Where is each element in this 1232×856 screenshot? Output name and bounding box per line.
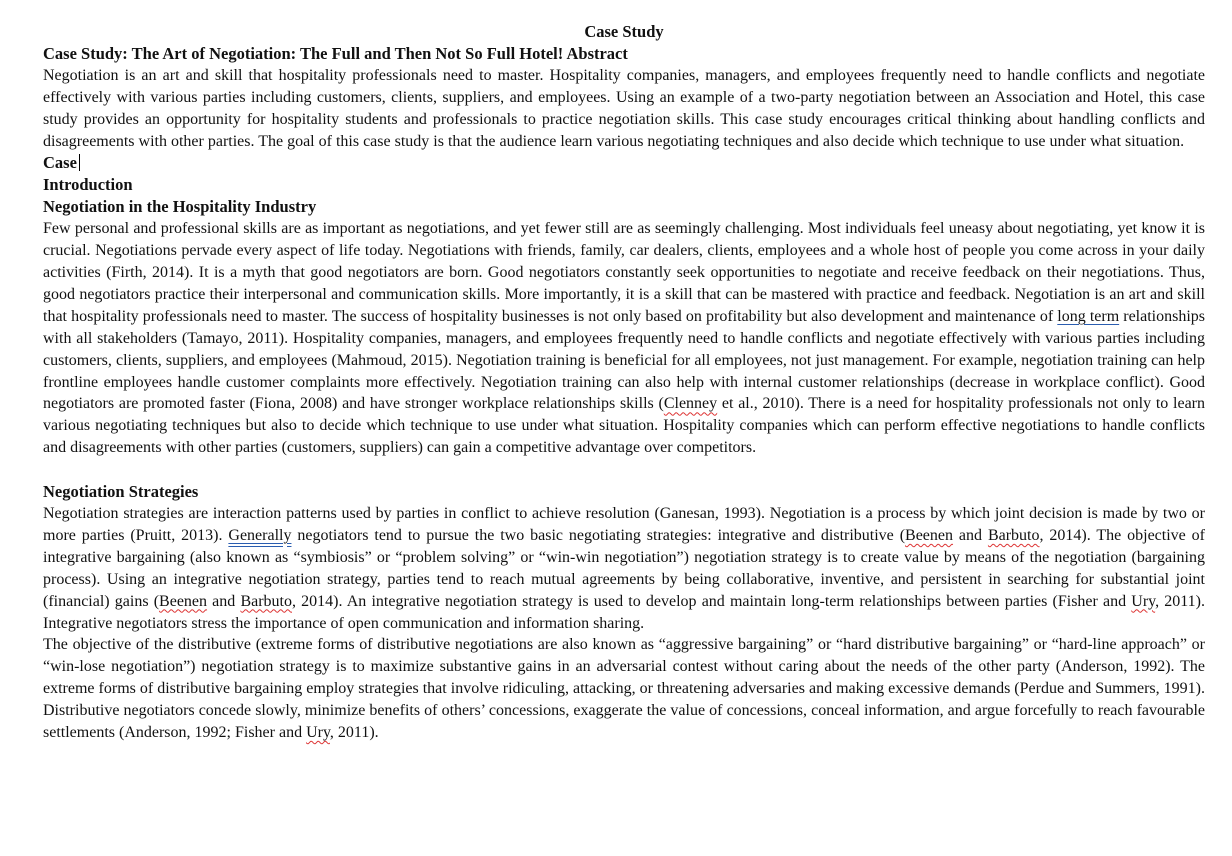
case-study-subtitle: Case Study: The Art of Negotiation: The Full and Then Not So Full Hotel! Abstract [43, 43, 628, 63]
text-run: , 2014). The objective of integrative bargaining (also known as “symbiosis” or “problem solving” or “win-win negotiation”) negotiation strategy is to create value by means of the negotiation (bargaining process). Using an integrative negotiation strategy, parties tend to reach mutual agreements by being collaborative, inventive, and persistent in searching for substantial joint (financial) gains ( [43, 526, 1206, 610]
section-heading-strategies: Negotiation Strategies [43, 482, 199, 502]
spelling-flag-beenen[interactable]: Beenen [159, 592, 208, 610]
strategies-paragraph-distributive [43, 634, 1205, 744]
strategies-paragraph-integrative [43, 503, 1205, 634]
spelling-flag-beenen[interactable]: Beenen [905, 526, 954, 544]
text-run: relationships with all stakeholders (Tamayo, 2011). Hospitality companies, managers, and employees frequently need to handle conflicts and negotiate effectively with various parties including customers, clients, suppliers, and employees (Mahmoud, 2015). Negotiation training is beneficial for all employees, not just management. For example, negotiation training can help frontline employees handle customer complaints more effectively. Negotiation training can also help with internal customer relationships (decrease in workplace conflict). Good negotiators are promoted faster (Fiona, 2008) and have stronger workplace relationships skills ( [43, 307, 1206, 413]
text-run: , 2014). An integrative negotiation strategy is used to develop and maintain long-term relationships between parties (Fisher and [292, 592, 1132, 610]
page-title: Case Study [584, 22, 664, 41]
text-run: negotiators tend to pursue the two basic negotiating strategies: integrative and distributive ( [291, 526, 906, 544]
spelling-flag-barbuto[interactable]: Barbuto [240, 592, 292, 610]
introduction-heading: Introduction [43, 175, 133, 195]
text-run: Negotiation strategies are interaction patterns used by parties in conflict to achieve resolution (Ganesan, 1993). Negotiation is a process by which joint decision is made by two or more parties (Pruitt, 2013). [43, 505, 1205, 544]
text-run: The objective of the distributive (extreme forms of distributive negotiations are also known as “aggressive bargaining” or “hard distributive bargaining” or “hard-line approach” or “win-lose negotiation”) negotiation strategy is to maximize substantive gains in an adversarial contest without caring about the needs of the other party (Anderson, 1992). The extreme forms of distributive bargaining employ strategies that involve ridiculing, attacking, or threatening adversaries and making excessive demands (Perdue and Summers, 1991). Distributive negotiators concede slowly, minimize benefits of others’ concessions, exaggerate the value of concessions, conceal information, and argue forcefully to reach favourable settlements (Anderson, 1992; Fisher and [43, 636, 1205, 742]
text-run: and [207, 592, 241, 610]
grammar-flag-long-term[interactable]: long term [1057, 307, 1120, 325]
abstract-paragraph: Negotiation is an art and skill that hospitality professionals need to master. Hospitality companies, managers, and employees frequently need to handle conflicts and negotiate effectively with various parties including customers, clients, suppliers, and employees. Using an example of a two-party negotiation between an Association and Hotel, this case study provides an opportunity for hospitality students and professionals to practice negotiation skills. This case study encourages critical thinking about handling conflicts and disagreements with other parties. The goal of this case study is that the audience learn various negotiating techniques and also decide which technique to use under what situation. [43, 66, 1205, 150]
grammar-flag-generally[interactable]: Generally [228, 526, 292, 544]
spelling-flag-ury[interactable]: Ury [1131, 592, 1156, 610]
blank-line [43, 459, 1205, 481]
text-run: , 2011). Integrative negotiators stress the importance of open communication and information sharing. [43, 592, 1206, 632]
spelling-flag-clenney[interactable]: Clenney [663, 395, 718, 413]
section-heading-hospitality: Negotiation in the Hospitality Industry [43, 197, 317, 217]
case-heading[interactable] [43, 152, 1205, 174]
text-run: et al., 2010). There is a need for hospitality professionals not only to learn various negotiating techniques but also to decide which technique to use under what situation. Hospitality companies which can perform effective negotiations to handle conflicts and disagreements with other parties (customers, suppliers) can gain a competitive advantage over competitors. [43, 395, 1206, 457]
text-run: , 2011). [329, 724, 379, 742]
text-cursor [79, 154, 80, 171]
case-heading-text: Case [43, 153, 77, 173]
spelling-flag-barbuto[interactable]: Barbuto [987, 526, 1040, 544]
document-page [43, 21, 1205, 744]
text-run: and [953, 526, 988, 544]
hospitality-paragraph [43, 218, 1205, 459]
text-run: Few personal and professional skills are as important as negotiations, and yet fewer still are as seemingly challenging. Most individuals feel uneasy about negotiating, yet know it is crucial. Negotiations pervade every aspect of life today. Negotiations with friends, family, car dealers, clients, employees and a whole host of people you come across in your daily activities (Firth, 2014). It is a myth that good negotiators are born. Good negotiators constantly seek opportunities to negotiate and receive feedback on their negotiations. Thus, good negotiators practice their interpersonal and communication skills. More importantly, it is a skill that can be mastered with practice and feedback. Negotiation is an art and skill that hospitality professionals need to master. The success of hospitality businesses is not only based on profitability but also development and maintenance of [43, 220, 1205, 325]
spelling-flag-ury[interactable]: Ury [306, 724, 330, 742]
